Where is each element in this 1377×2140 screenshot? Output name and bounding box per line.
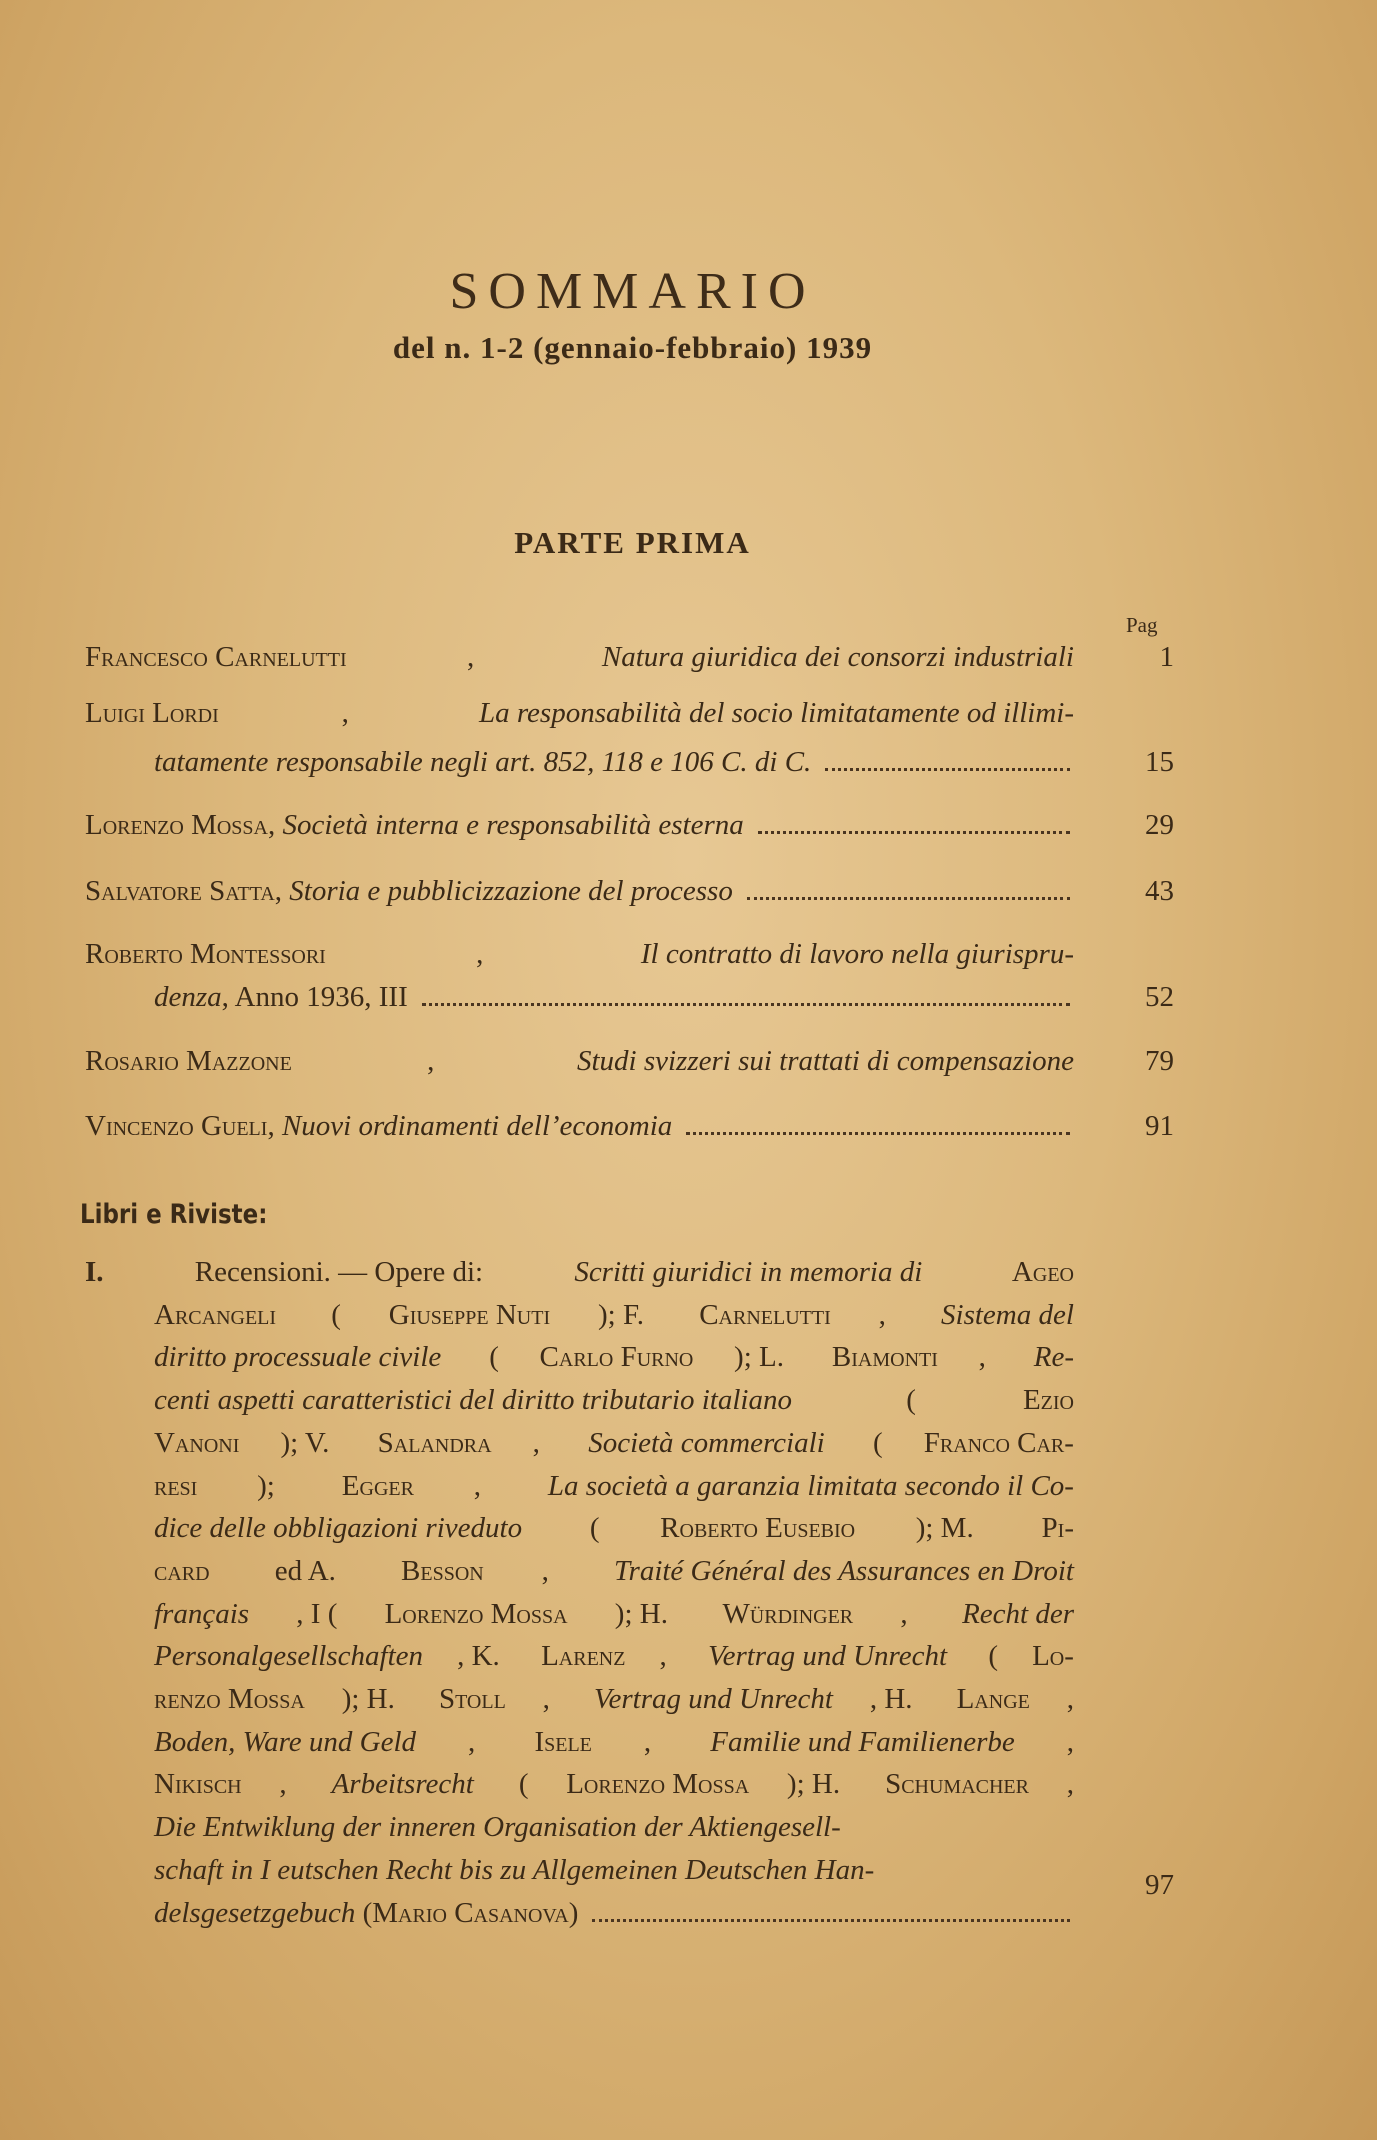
author-name: Franco Car-: [923, 1426, 1074, 1459]
work-title: diritto processuale civile: [154, 1341, 442, 1374]
author-name: Pi-: [1041, 1512, 1074, 1545]
text-segment: ); M.: [915, 1512, 981, 1545]
dot-leader: [758, 831, 1070, 834]
author-name: renzo Mossa: [154, 1683, 305, 1715]
libri-riviste-heading: Libri e Riviste:: [80, 1199, 268, 1230]
author-name: Roberto Eusebio: [660, 1512, 856, 1545]
text-line: [154, 742, 1074, 782]
text-segment: ,: [427, 1045, 442, 1077]
dot-leader: [747, 897, 1070, 900]
text-segment: (: [355, 1896, 373, 1929]
work-title: Vertrag und Unrecht: [708, 1640, 948, 1673]
text-segment: ,: [643, 1725, 659, 1758]
text-segment: ,: [1066, 1683, 1074, 1715]
text-segment: ); H.: [786, 1768, 848, 1801]
text-line: [154, 1850, 1074, 1890]
author-name: Larenz: [541, 1640, 626, 1673]
author-name: resi: [154, 1469, 198, 1502]
work-title: denza: [154, 981, 222, 1013]
text-segment: ); V.: [280, 1426, 337, 1459]
text-segment: , I (: [296, 1597, 338, 1630]
text-line: [85, 1252, 1074, 1292]
text-segment: , K.: [457, 1640, 508, 1673]
text-segment: Recensioni. — Opere di:: [187, 1256, 491, 1288]
text-segment: I.: [85, 1256, 104, 1288]
work-title: Storia e pubblicizzazione del processo: [289, 875, 733, 907]
text-line: [85, 934, 1074, 974]
work-title: La responsabilità del socio limitatamente od illimi-: [478, 697, 1074, 729]
text-segment: (: [323, 1298, 341, 1331]
author-name: Ageo: [1006, 1256, 1074, 1288]
text-line: [154, 1807, 1074, 1847]
work-title: Traité Général des Assurances en Droit: [614, 1554, 1074, 1587]
text-segment: ,: [978, 1341, 994, 1374]
text-segment: , Anno 1936, III: [221, 981, 408, 1013]
text-line: [154, 977, 1074, 1017]
text-segment: ed A.: [267, 1554, 344, 1587]
author-name: Biamonti: [831, 1341, 938, 1374]
text-segment: ,: [268, 809, 283, 841]
page-number: 15: [1145, 746, 1174, 778]
author-name: Lorenzo Mossa: [566, 1768, 750, 1801]
work-title: Recht der: [962, 1597, 1074, 1630]
text-segment: ); H.: [341, 1683, 403, 1715]
author-name: Ezio: [1022, 1384, 1074, 1417]
text-segment: ,: [1066, 1725, 1074, 1758]
text-line: [154, 1636, 1074, 1676]
work-title: Vertrag und Unrecht: [594, 1683, 833, 1715]
issue-subtitle: del n. 1-2 (gennaio-febbraio) 1939: [392, 330, 873, 365]
text-line: [85, 637, 1074, 677]
work-title: tatamente responsabile negli art. 852, 118 e 106 C. di C.: [154, 746, 812, 778]
page-title: SOMMARIO: [449, 263, 816, 320]
author-name: Besson: [401, 1554, 484, 1587]
text-line: [154, 1337, 1074, 1377]
text-segment: ,: [467, 641, 475, 673]
text-line: [85, 805, 1074, 845]
author-name: Vanoni: [154, 1426, 240, 1459]
text-segment: ,: [279, 1768, 294, 1801]
text-segment: ,: [900, 1597, 915, 1630]
text-segment: ,: [542, 1683, 558, 1715]
text-segment: (: [899, 1384, 916, 1417]
author-name: Isele: [534, 1725, 592, 1758]
page-number: 29: [1145, 809, 1174, 841]
work-title: Il contratto di lavoro nella giurispru-: [640, 938, 1074, 970]
author-name: Salandra: [377, 1426, 492, 1459]
page-number: 52: [1145, 981, 1174, 1013]
text-segment: (: [511, 1768, 529, 1801]
work-title: dice delle obbligazioni riveduto: [154, 1512, 523, 1545]
work-title: Scritti giuridici in memoria di: [574, 1256, 923, 1288]
author-name: Schumacher: [885, 1768, 1029, 1801]
text-line: [154, 1551, 1074, 1591]
text-line: [154, 1508, 1074, 1548]
author-name: Salvatore Satta: [85, 875, 275, 907]
text-segment: ,: [341, 697, 357, 729]
work-title: Arbeitsrecht: [331, 1768, 474, 1801]
text-segment: ,: [468, 1725, 483, 1758]
text-line: [154, 1423, 1074, 1463]
author-name: Giuseppe Nuti: [388, 1298, 551, 1331]
text-segment: ); H.: [614, 1597, 676, 1630]
author-name: Vincenzo Gueli: [85, 1110, 268, 1142]
author-name: Rosario Mazzone: [85, 1045, 292, 1077]
text-segment: ,: [878, 1298, 894, 1331]
page-number: 97: [1145, 1868, 1174, 1901]
text-segment: ,: [274, 875, 290, 907]
work-title: Boden, Ware und Geld: [154, 1725, 417, 1758]
author-name: Carlo Furno: [539, 1341, 694, 1374]
work-title: Re-: [1033, 1341, 1074, 1374]
text-segment: ); L.: [734, 1341, 792, 1374]
dot-leader: [422, 1003, 1070, 1006]
text-segment: (: [481, 1341, 499, 1374]
text-segment: (: [865, 1426, 883, 1459]
page-number: 1: [1159, 641, 1174, 673]
author-name: Luigi Lordi: [85, 697, 219, 729]
text-segment: ,: [267, 1110, 282, 1142]
author-name: Francesco Carnelutti: [85, 641, 347, 673]
work-title: Sistema del: [941, 1298, 1074, 1331]
text-segment: );: [257, 1469, 283, 1502]
text-segment: ,: [541, 1554, 557, 1587]
author-name: Lorenzo Mossa: [384, 1597, 568, 1630]
work-title: Nuovi ordinamenti dell’economia: [281, 1110, 673, 1142]
text-line: [154, 1295, 1074, 1335]
text-segment: ,: [659, 1640, 675, 1673]
work-title: delsgesetzgebuch: [154, 1896, 356, 1929]
text-line: [85, 1041, 1074, 1081]
author-name: Carnelutti: [699, 1298, 831, 1331]
page-number: 79: [1145, 1045, 1174, 1077]
work-title: Società commerciali: [588, 1426, 825, 1459]
author-name: Lange: [956, 1683, 1030, 1715]
author-name: card: [154, 1554, 210, 1587]
text-line: [85, 693, 1074, 733]
work-title: Familie und Familienerbe: [710, 1725, 1015, 1758]
text-segment: ): [568, 1896, 579, 1929]
author-name: Stoll: [438, 1683, 506, 1715]
section-heading: PARTE PRIMA: [514, 525, 751, 560]
text-line: [85, 871, 1074, 911]
work-title: Personalgesellschaften: [154, 1640, 424, 1673]
work-title: schaft in I eutschen Recht bis zu Allgemeinen Deutschen Han-: [154, 1853, 875, 1886]
page-number: 91: [1145, 1110, 1174, 1142]
text-segment: (: [582, 1512, 600, 1545]
text-segment: ,: [532, 1426, 548, 1459]
text-line: [154, 1764, 1074, 1804]
text-segment: ,: [476, 938, 491, 970]
text-line: [154, 1679, 1074, 1719]
dot-leader: [686, 1132, 1070, 1135]
author-name: Arcangeli: [154, 1298, 277, 1331]
work-title: La società a garanzia limitata secondo il Co-: [547, 1469, 1074, 1502]
text-line: [85, 1106, 1074, 1146]
author-name: Roberto Montessori: [85, 938, 326, 970]
author-name: Würdinger: [722, 1597, 854, 1630]
author-name: Lorenzo Mossa: [85, 809, 268, 841]
text-segment: ,: [1066, 1768, 1074, 1801]
author-name: Nikisch: [154, 1768, 242, 1801]
text-line: [154, 1466, 1074, 1506]
text-line: [154, 1722, 1074, 1762]
text-line: [154, 1380, 1074, 1420]
text-segment: (: [981, 1640, 999, 1673]
work-title: Natura giuridica dei consorzi industriali: [594, 641, 1074, 673]
text-segment: ); F.: [598, 1298, 652, 1331]
text-segment: ,: [473, 1469, 489, 1502]
text-line: [154, 1594, 1074, 1634]
work-title: centi aspetti caratteristici del diritto tributario italiano: [154, 1384, 792, 1417]
page-number: 43: [1145, 875, 1174, 907]
dot-leader: [592, 1919, 1070, 1922]
work-title: Società interna e responsabilità esterna: [282, 809, 744, 841]
author-name: Mario Casanova: [372, 1896, 569, 1929]
page-column-label: Pag: [1126, 613, 1158, 637]
dot-leader: [825, 768, 1070, 771]
author-name: Egger: [341, 1469, 414, 1502]
work-title: Die Entwiklung der inneren Organisation der Aktiengesell-: [154, 1811, 841, 1844]
author-name: Lo-: [1032, 1640, 1074, 1673]
text-line: [154, 1893, 1074, 1933]
work-title: français: [154, 1597, 250, 1630]
work-title: Studi svizzeri sui trattati di compensazione: [576, 1045, 1074, 1077]
text-segment: , H.: [869, 1683, 920, 1715]
